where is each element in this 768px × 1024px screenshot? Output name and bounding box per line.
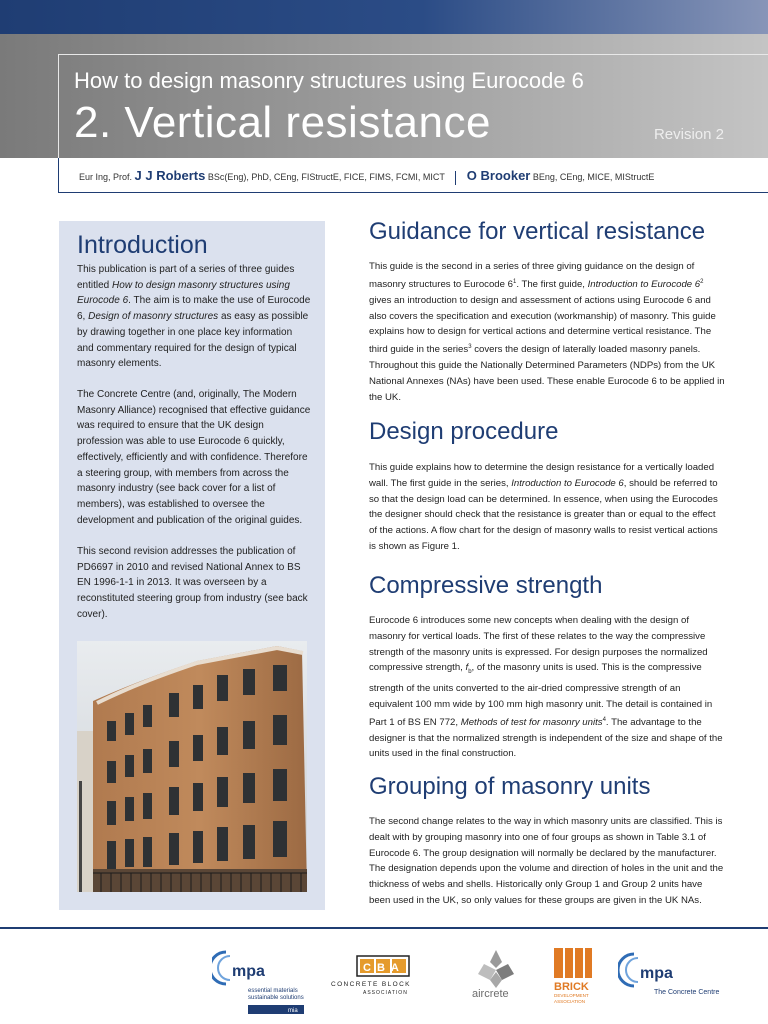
guidance-paragraph [369, 259, 725, 406]
author-separator [455, 171, 456, 185]
design-text-1: This guide explains how to determine the design resistance for a vertically loaded wall. The first guide in the series, [369, 462, 715, 489]
brick-name-1: DEVELOPMENT [554, 993, 589, 998]
cba-block-icon [329, 944, 425, 1004]
design-procedure-paragraph [369, 460, 725, 555]
grouping-paragraph: The second change relates to the way in which masonry units are classified. This is dealt with by grouping masonry into one of four groups as shown in Table 3.1 of Eurocode 6. The group designation will normally be declared by the manufacturer. The designation depends upon the volume and direction of holes in the unit and the thickness of webs and shells. Historically only Group 1 and Group 2 units have been used in the UK, so only values for these groups are given in the UK NAs. [369, 816, 724, 906]
compressive-text-2: , of the masonry units is used. This is the compressive strength of the units converted to the air-dried compressive strength of an equivalent 100 mm wide by 100 mm high masonry unit. The detail is contained in Part 1 of BS EN 772, [369, 662, 713, 728]
mpa-tagline-2: sustainable solutions [248, 995, 304, 1001]
mpa-concrete-centre-logo [618, 944, 728, 1004]
intro-p1-text: This publication is part of a series of three guides entitled [77, 264, 295, 291]
introduction-paragraph-2: The Concrete Centre (and, originally, The Modern Masonry Alliance) recognised that effective guidance was required to ensure that the UK design profession was able to use Eurocode 6 quickly, effectively, efficiently and with confidence. Therefore a steering group, with members from across the masonry industry (see back cover for a list of members), was established to oversee the development and publication of the original guides. [77, 389, 311, 526]
brick-stripes-icon [552, 944, 594, 1016]
page-title: 2. Vertical resistance [74, 98, 491, 147]
author-2-name: O Brooker [466, 168, 531, 183]
introduction-heading: Introduction [77, 231, 208, 259]
mpa-tagline-1: essential materials [248, 988, 298, 994]
section-compressive-strength [369, 572, 725, 600]
section-grouping [369, 773, 725, 801]
design-italic-title: Introduction to Eurocode 6 [511, 477, 624, 489]
guidance-text-1: This guide is the second in a series of three giving guidance on the design of masonry structures to Eurocode 6 [369, 261, 695, 290]
guidance-heading: Guidance for vertical resistance [369, 218, 706, 245]
ref-3: 3 [468, 344, 472, 351]
introduction-sidebar [59, 221, 325, 910]
intro-p1-text-2: . The aim is to make the use of Eurocode 6, [77, 295, 311, 323]
compressive-italic-title: Methods of test for masonry units [460, 716, 603, 728]
guidance-italic-title: Introduction to Eurocode 6 [587, 278, 701, 290]
building-photo [77, 641, 307, 892]
guidance-text-3: gives an introduction to design and assessment of actions using Eurocode 6 and also covers the specification and execution (workmanship) of masonry. This guide explains how to design for vertical actions and determine vertical resistance. The third guide in the series [369, 294, 716, 356]
mpa-logo [212, 944, 304, 1016]
author-1-prefix: Eur Ing, Prof. [79, 172, 133, 182]
compressive-strength-paragraph [369, 613, 725, 762]
eurocode-title-italic: Design of masonry structures [88, 311, 219, 323]
guidance-text-2: . The first guide, [516, 278, 588, 290]
mpa-swirl-icon [212, 944, 304, 1016]
ref-4: 4 [602, 716, 606, 723]
aircrete-logo [466, 944, 526, 1004]
revision-label: Revision 2 [653, 126, 724, 143]
banner-divider [58, 54, 768, 55]
introduction-paragraph-1 [77, 262, 311, 372]
footer-rule [0, 927, 768, 929]
design-procedure-heading: Design procedure [369, 418, 559, 445]
section-compressive-strength-body [369, 613, 725, 762]
section-grouping-body [369, 814, 725, 909]
grouping-heading: Grouping of masonry units [369, 773, 651, 800]
section-guidance [369, 218, 725, 246]
guidance-text-4: covers the design of laterally loaded masonry panels. Throughout this guide the Nationally Determined Parameters (NDPs) from the UK National Annexes (NAs) have been used. These enable Eurocode 6 to be applied in the UK. [369, 344, 725, 403]
compressive-text-3: . The advantage to the designer is that the normalized strength is independent of the size and shape of the units used in the final construction. [369, 716, 723, 760]
series-title: How to design masonry structures using Eurocode 6 [74, 68, 584, 93]
introduction-paragraph-3: This second revision addresses the publication of PD6697 in 2010 and revised National Annex to BS EN 1996-1-1 in 2013. It was overseen by a reconstituted steering group from industry (see back cover). [77, 546, 308, 620]
symbol-f-subscript: b [468, 669, 472, 676]
cba-logo [329, 944, 425, 1004]
mpa-wordmark: mpa [232, 963, 265, 980]
section-guidance-body [369, 259, 725, 406]
concrete-centre-name: The Concrete Centre [654, 989, 720, 996]
banner-edge [58, 54, 59, 158]
section-design-procedure [369, 418, 725, 446]
aircrete-star-icon [466, 944, 526, 1004]
aircrete-wordmark: aircrete [472, 988, 509, 1000]
symbol-f: f [465, 662, 469, 674]
ref-1: 1 [512, 278, 517, 285]
brick-wordmark: BRICK [554, 981, 589, 993]
ref-2: 2 [700, 278, 704, 285]
cba-name-1: CONCRETE BLOCK [331, 981, 411, 988]
cba-letters: CBA [363, 962, 405, 974]
mpa-swirl-icon-2 [618, 944, 728, 1004]
compressive-text-1: Eurocode 6 introduces some new concepts when dealing with the design of masonry for vertical loads. The first of these relates to the way the compressive strength of the masonry units is expressed. For design purposes the normalized compressive strength, [369, 615, 708, 674]
section-design-procedure-body [369, 460, 725, 555]
intro-p1-text-3: as easy as possible by drawing together in one place key information and commentary required for the design of typical masonry elements. [77, 311, 309, 370]
mpa-mia-tag: mia [288, 1008, 298, 1014]
brick-building-image [77, 641, 307, 892]
design-text-2: , should be referred to so that the design load can be determined. In essence, when using the Eurocodes the designer should check that the resistance is greater than or equal to the effect of the actions. A flow chart for the design of masonry walls to resist vertical actions is shown as Figure 1. [369, 477, 718, 552]
compressive-strength-heading: Compressive strength [369, 572, 603, 599]
top-color-bar [0, 0, 768, 34]
author-1-name: J J Roberts [134, 168, 206, 183]
mpa-wordmark-2: mpa [640, 965, 673, 982]
brick-association-logo [552, 944, 594, 1016]
cba-name-2: ASSOCIATION [363, 990, 408, 996]
author-1-qualifications: BSc(Eng), PhD, CEng, FIStructE, FICE, FIMS, FCMI, MICT [207, 172, 445, 182]
authors-bar [58, 158, 768, 193]
author-2-qualifications: BEng, CEng, MICE, MIStructE [532, 172, 655, 182]
series-title-italic: How to design masonry structures using Eurocode 6 [77, 279, 290, 307]
brick-name-2: ASSOCIATION [554, 999, 586, 1004]
